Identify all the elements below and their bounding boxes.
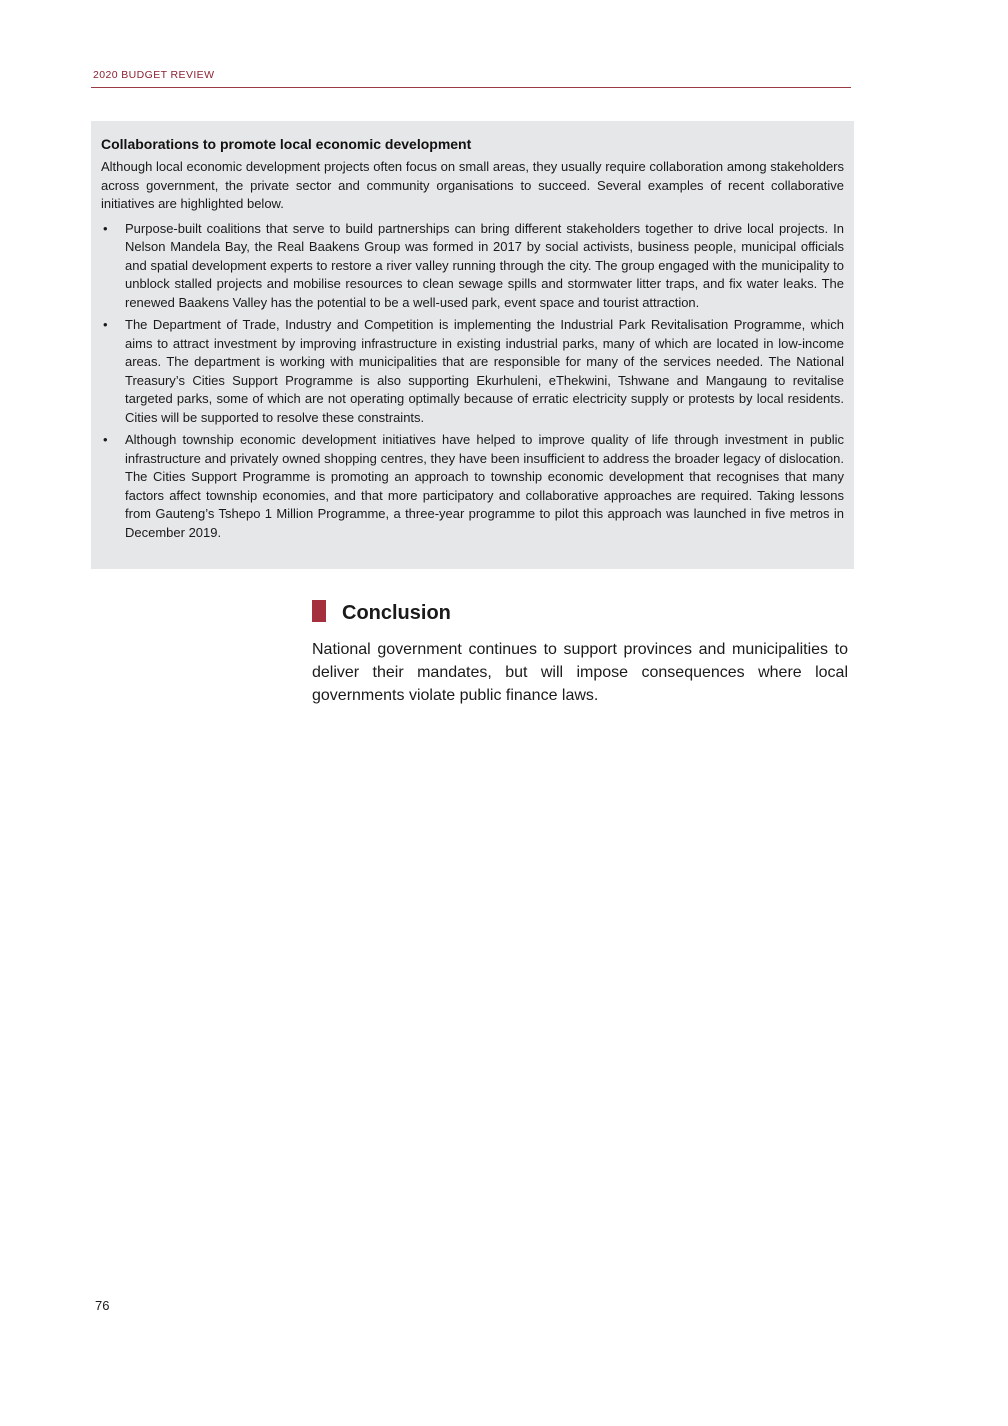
info-box [91,121,854,569]
running-header: 2020 BUDGET REVIEW [93,69,215,81]
box-bullet-list [101,220,844,543]
list-item [101,431,844,542]
bullet-text: Purpose-built coalitions that serve to build partnerships can bring different stakeholders together to drive local projects. In Nelson Mandela Bay, the Real Baakens Group was formed in 2017 by social activists, business people, municipal officials and spatial development experts to restore a river valley running through the city. The group engaged with the municipality to unblock stalled projects and mobilise resources to clean sewage spills and stormwater litter traps, and fix water leaks. The renewed Baakens Valley has the potential to be a well-used park, event space and tourist attraction. [125,220,844,310]
conclusion-title: Conclusion [342,602,451,624]
bullet-icon: • [103,220,108,236]
box-title: Collaborations to promote local economic development [101,136,472,152]
list-item [101,220,844,313]
bullet-text: Although township economic development initiatives have helped to improve quality of life through investment in public infrastructure and privately owned shopping centres, they have been insufficient to address the broader legacy of dislocation. The Cities Support Programme is promoting an approach to township economic development that recognises that many factors affect township economies, and that more participatory and collaborative approaches are required. Taking lessons from Gauteng’s Tshepo 1 Million Programme, a three-year programme to pilot this approach was launched in five metros in December 2019. [125,432,844,540]
header-rule [91,87,851,88]
bullet-text: The Department of Trade, Industry and Competition is implementing the Industrial Park Revitalisation Programme, which aims to attract investment by improving infrastructure in existing industrial parks, many of which are located in low-income areas. The department is working with municipalities that are responsible for many of the services needed. The National Treasury’s Cities Support Programme is also supporting Ekurhuleni, eThekwini, Tshwane and Mangaung to revitalise targeted parks, some of which are not operating optimally because of erratic electricity supply or protests by local residents. Cities will be supported to resolve these constraints. [125,317,844,425]
bullet-icon: • [103,317,108,332]
conclusion-text: National government continues to support provinces and municipalities to deliver their mandates, but will impose consequences where local governments violate public finance laws. [312,641,848,704]
box-intro: Although local economic development projects often focus on small areas, they usually require collaboration among stakeholders across government, the private sector and community organisations to succeed. Several examples of recent collaborative initiatives are highlighted below. [101,159,844,211]
conclusion-marker [312,600,326,622]
list-item [101,316,844,427]
bullet-icon: • [103,432,108,447]
page-number: 76 [95,1298,110,1313]
